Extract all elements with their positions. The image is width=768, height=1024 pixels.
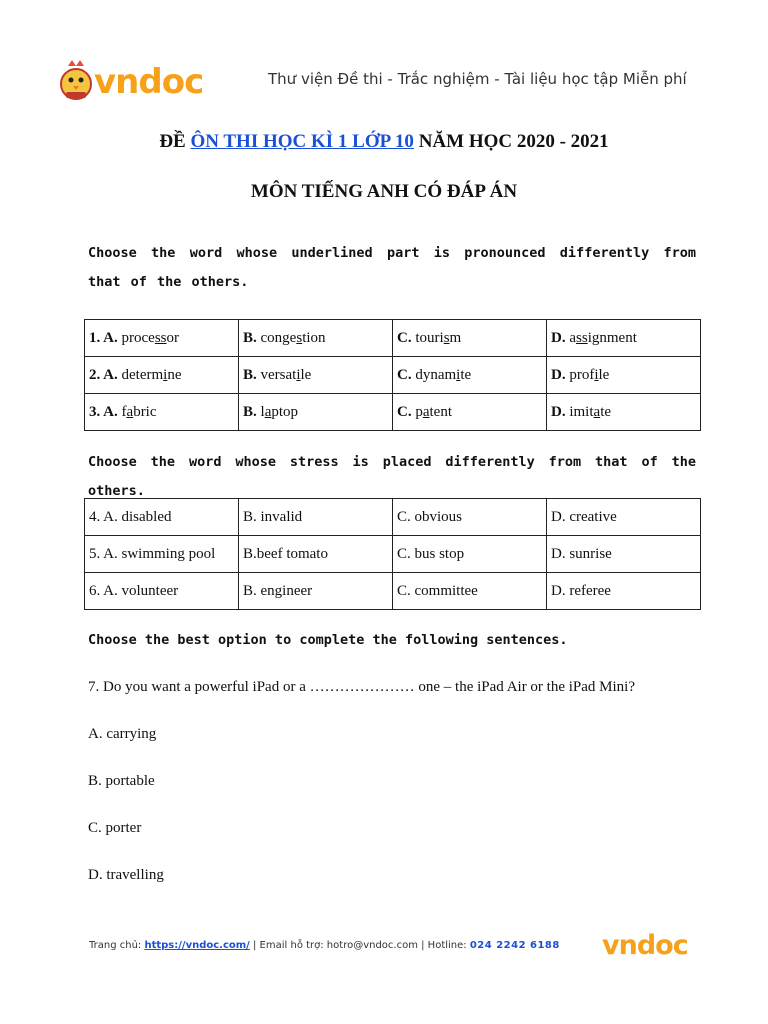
word-part: touri	[415, 329, 444, 346]
table-cell: D. referee	[547, 573, 701, 610]
table-row	[85, 320, 701, 357]
word-part: te	[460, 366, 472, 383]
option-b: B. portable	[88, 773, 155, 789]
page-subtitle: MÔN TIẾNG ANH CÓ ĐÁP ÁN	[250, 181, 518, 202]
option-label: 2. A.	[89, 366, 118, 383]
table-cell	[239, 357, 393, 394]
table-row	[85, 536, 701, 573]
underlined-part: a	[264, 403, 272, 420]
table-cell	[85, 357, 239, 394]
table-cell	[393, 394, 547, 431]
word-part: conge	[260, 329, 297, 346]
question-7: 7. Do you want a powerful iPad or a ………………… one – the iPad Air or the iPad Mini?	[88, 679, 636, 695]
table-cell: C. committee	[393, 573, 547, 610]
table-cell: 5. A. swimming pool	[85, 536, 239, 573]
option-label: C.	[397, 329, 412, 346]
word-part: proce	[121, 329, 155, 346]
footer-home-link[interactable]: https://vndoc.com/	[144, 940, 250, 951]
section2-instruction: Choose the word whose stress is placed differently from that of the others.	[88, 454, 696, 499]
word-part: f	[121, 403, 127, 420]
underlined-part: i	[296, 366, 301, 383]
word-part: m	[449, 329, 462, 346]
table-cell	[239, 320, 393, 357]
word-part: le	[598, 366, 610, 383]
word-part: tent	[429, 403, 453, 420]
table-cell	[547, 394, 701, 431]
underlined-part: ss	[576, 329, 588, 346]
section1-instruction: Choose the word whose underlined part is pronounced differently from that of the others.	[88, 245, 696, 290]
table-cell	[85, 320, 239, 357]
underlined-part: a	[126, 403, 134, 420]
option-label: B.	[243, 329, 257, 346]
option-label: D.	[551, 329, 566, 346]
title-prefix: ĐỀ	[159, 131, 191, 152]
table-cell: D. sunrise	[547, 536, 701, 573]
word-part: tion	[302, 329, 326, 346]
table-cell	[85, 394, 239, 431]
table-row	[85, 394, 701, 431]
underlined-part: s	[443, 329, 450, 346]
header-tagline: Thư viện Đề thi - Trắc nghiệm - Tài liệu học tập Miễn phí	[268, 70, 687, 88]
option-c: C. porter	[88, 820, 142, 836]
underlined-part: a	[593, 403, 601, 420]
table-cell	[547, 357, 701, 394]
option-label: C.	[397, 366, 412, 383]
table-cell: C. obvious	[393, 499, 547, 536]
word-part: le	[300, 366, 312, 383]
table-row	[85, 573, 701, 610]
footer-logo[interactable]: vndoc	[602, 930, 688, 961]
word-part: a	[569, 329, 577, 346]
option-label: 3. A.	[89, 403, 118, 420]
word-part: ignment	[587, 329, 637, 346]
option-label: D.	[551, 403, 566, 420]
word-part: p	[415, 403, 423, 420]
table-cell: B. engineer	[239, 573, 393, 610]
option-d: D. travelling	[88, 867, 164, 883]
table-cell: D. creative	[547, 499, 701, 536]
word-part: dynam	[415, 366, 457, 383]
section3-instruction: Choose the best option to complete the following sentences.	[88, 632, 568, 648]
table-cell: 4. A. disabled	[85, 499, 239, 536]
footer-email-text: | Email hỗ trợ: hotro@vndoc.com | Hotline:	[249, 940, 470, 951]
word-part: te	[600, 403, 612, 420]
table-cell: B. invalid	[239, 499, 393, 536]
option-label: B.	[243, 366, 257, 383]
underlined-part: s	[296, 329, 303, 346]
table-cell: B.beef tomato	[239, 536, 393, 573]
page-header	[0, 0, 768, 100]
table-cell: 6. A. volunteer	[85, 573, 239, 610]
word-part: ptop	[271, 403, 299, 420]
table-cell	[393, 357, 547, 394]
footer-home-label: Trang chủ:	[89, 940, 145, 951]
option-label: B.	[243, 403, 257, 420]
table-cell	[239, 394, 393, 431]
table-cell: C. bus stop	[393, 536, 547, 573]
underlined-part: i	[594, 366, 599, 383]
title-suffix: NĂM HỌC 2020 - 2021	[413, 131, 609, 152]
word-part: ne	[167, 366, 182, 383]
option-a: A. carrying	[88, 726, 157, 742]
table-cell	[547, 320, 701, 357]
footer-hotline[interactable]: 024 2242 6188	[469, 940, 560, 951]
word-part: versat	[260, 366, 297, 383]
option-label: D.	[551, 366, 566, 383]
option-label: C.	[397, 403, 412, 420]
pronunciation-table	[84, 319, 701, 431]
word-part: or	[166, 329, 180, 346]
table-row	[85, 499, 701, 536]
word-part: imit	[569, 403, 594, 420]
page-title	[0, 131, 768, 153]
word-part: bric	[133, 403, 157, 420]
logo-text: vndoc	[94, 62, 204, 102]
table-cell	[393, 320, 547, 357]
page-footer	[89, 940, 560, 951]
chicken-mascot-icon	[56, 58, 96, 102]
word-part: prof	[569, 366, 595, 383]
underlined-part: i	[456, 366, 461, 383]
vndoc-logo[interactable]	[56, 58, 216, 106]
word-part: determ	[121, 366, 164, 383]
title-link[interactable]: ÔN THI HỌC KÌ 1 LỚP 10	[190, 131, 414, 152]
option-label: 1. A.	[89, 329, 118, 346]
underlined-part: i	[163, 366, 168, 383]
table-row	[85, 357, 701, 394]
underlined-part: a	[422, 403, 430, 420]
stress-table	[84, 498, 701, 610]
underlined-part: ss	[154, 329, 167, 346]
word-part: l	[260, 403, 265, 420]
